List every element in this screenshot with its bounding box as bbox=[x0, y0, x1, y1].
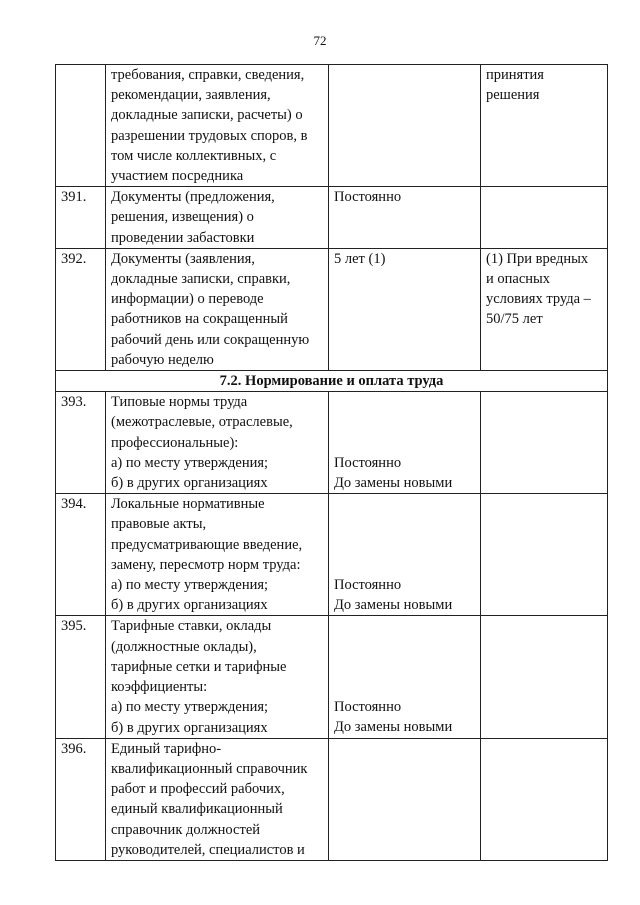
row-number bbox=[56, 392, 106, 494]
description-line: рекомендации, заявления, bbox=[111, 87, 271, 104]
description-line: б) в других организациях bbox=[111, 475, 268, 492]
description-line: информации) о переводе bbox=[111, 291, 264, 308]
row-storage-term bbox=[329, 65, 481, 187]
table-row bbox=[56, 392, 608, 494]
row-number-text: 392. bbox=[61, 250, 87, 267]
row-note bbox=[481, 65, 608, 187]
storage-term-line: До замены новыми bbox=[334, 597, 453, 614]
storage-term-line: До замены новыми bbox=[334, 719, 453, 736]
description-line: коэффициенты: bbox=[111, 679, 208, 696]
storage-term-line: До замены новыми bbox=[334, 475, 453, 492]
description-line: Тарифные ставки, оклады bbox=[111, 618, 272, 635]
row-description bbox=[106, 187, 329, 249]
row-storage-term bbox=[329, 392, 481, 494]
description-line: проведении забастовки bbox=[111, 229, 255, 246]
row-storage-term bbox=[329, 616, 481, 738]
note-line: (1) При вредных bbox=[486, 250, 589, 267]
table-row bbox=[56, 738, 608, 860]
description-line: докладные записки, расчеты) о bbox=[111, 107, 303, 124]
description-line: замену, пересмотр норм труда: bbox=[111, 556, 301, 573]
description-line: работ и профессий рабочих, bbox=[111, 781, 285, 798]
note-line: и опасных bbox=[486, 271, 551, 288]
row-number-text: 393. bbox=[61, 394, 87, 411]
row-storage-term bbox=[329, 187, 481, 249]
description-line: а) по месту утверждения; bbox=[111, 454, 269, 471]
note-line: условиях труда – bbox=[486, 291, 591, 308]
description-line: б) в других организациях bbox=[111, 597, 268, 614]
row-storage-term bbox=[329, 248, 481, 370]
row-description bbox=[106, 65, 329, 187]
description-line: (межотраслевые, отраслевые, bbox=[111, 414, 293, 431]
section-title: 7.2. Нормирование и оплата труда bbox=[56, 371, 608, 392]
row-number-text: 391. bbox=[61, 189, 87, 206]
description-line: б) в других организациях bbox=[111, 719, 268, 736]
row-number bbox=[56, 738, 106, 860]
row-note bbox=[481, 248, 608, 370]
note-line: решения bbox=[486, 87, 540, 104]
description-line: рабочий день или сокращенную bbox=[111, 331, 310, 348]
row-description bbox=[106, 392, 329, 494]
row-description bbox=[106, 738, 329, 860]
row-number bbox=[56, 248, 106, 370]
storage-term-line: Постоянно bbox=[334, 577, 402, 594]
description-line: (должностные оклады), bbox=[111, 638, 257, 655]
description-line: предусматривающие введение, bbox=[111, 536, 303, 553]
row-number-text: 394. bbox=[61, 496, 87, 513]
description-line: участием посредника bbox=[111, 168, 244, 185]
row-note bbox=[481, 738, 608, 860]
note-line: 50/75 лет bbox=[486, 311, 543, 328]
row-number bbox=[56, 65, 106, 187]
description-line: требования, справки, сведения, bbox=[111, 67, 305, 83]
row-description bbox=[106, 494, 329, 616]
description-line: а) по месту утверждения; bbox=[111, 577, 269, 594]
row-storage-term bbox=[329, 494, 481, 616]
description-line: руководителей, специалистов и bbox=[111, 841, 305, 858]
description-line: разрешении трудовых споров, в bbox=[111, 127, 308, 144]
description-line: работников на сокращенный bbox=[111, 311, 288, 328]
description-line: профессиональные): bbox=[111, 434, 239, 451]
description-line: Локальные нормативные bbox=[111, 496, 265, 513]
row-note bbox=[481, 187, 608, 249]
description-line: Типовые нормы труда bbox=[111, 394, 248, 411]
storage-term-line: Постоянно bbox=[334, 699, 402, 716]
table-row bbox=[56, 494, 608, 616]
row-number bbox=[56, 187, 106, 249]
row-note bbox=[481, 494, 608, 616]
description-line: правовые акты, bbox=[111, 516, 207, 533]
row-description bbox=[106, 616, 329, 738]
storage-term-line: 5 лет (1) bbox=[334, 250, 386, 267]
description-line: справочник должностей bbox=[111, 821, 261, 838]
row-number bbox=[56, 494, 106, 616]
description-line: Единый тарифно- bbox=[111, 740, 222, 757]
storage-term-line: Постоянно bbox=[334, 454, 402, 471]
row-number-text: 396. bbox=[61, 740, 87, 757]
document-table bbox=[55, 64, 608, 861]
description-line: рабочую неделю bbox=[111, 351, 214, 368]
row-storage-term bbox=[329, 738, 481, 860]
table-row bbox=[56, 65, 608, 187]
description-line: решения, извещения) о bbox=[111, 209, 254, 226]
description-line: Документы (предложения, bbox=[111, 189, 275, 206]
description-line: квалификационный справочник bbox=[111, 760, 308, 777]
description-line: а) по месту утверждения; bbox=[111, 699, 269, 716]
description-line: докладные записки, справки, bbox=[111, 271, 291, 288]
description-line: единый квалификационный bbox=[111, 801, 283, 818]
section-header-row bbox=[56, 371, 608, 392]
description-line: том числе коллективных, с bbox=[111, 147, 277, 164]
description-line: Документы (заявления, bbox=[111, 250, 255, 267]
row-number-text: 395. bbox=[61, 618, 87, 635]
note-line: принятия bbox=[486, 67, 544, 83]
table-row bbox=[56, 187, 608, 249]
storage-term-line: Постоянно bbox=[334, 189, 402, 206]
row-note bbox=[481, 392, 608, 494]
description-line: тарифные сетки и тарифные bbox=[111, 658, 287, 675]
page-number: 72 bbox=[313, 33, 327, 48]
table-row bbox=[56, 248, 608, 370]
row-description bbox=[106, 248, 329, 370]
row-number bbox=[56, 616, 106, 738]
row-note bbox=[481, 616, 608, 738]
table-row bbox=[56, 616, 608, 738]
